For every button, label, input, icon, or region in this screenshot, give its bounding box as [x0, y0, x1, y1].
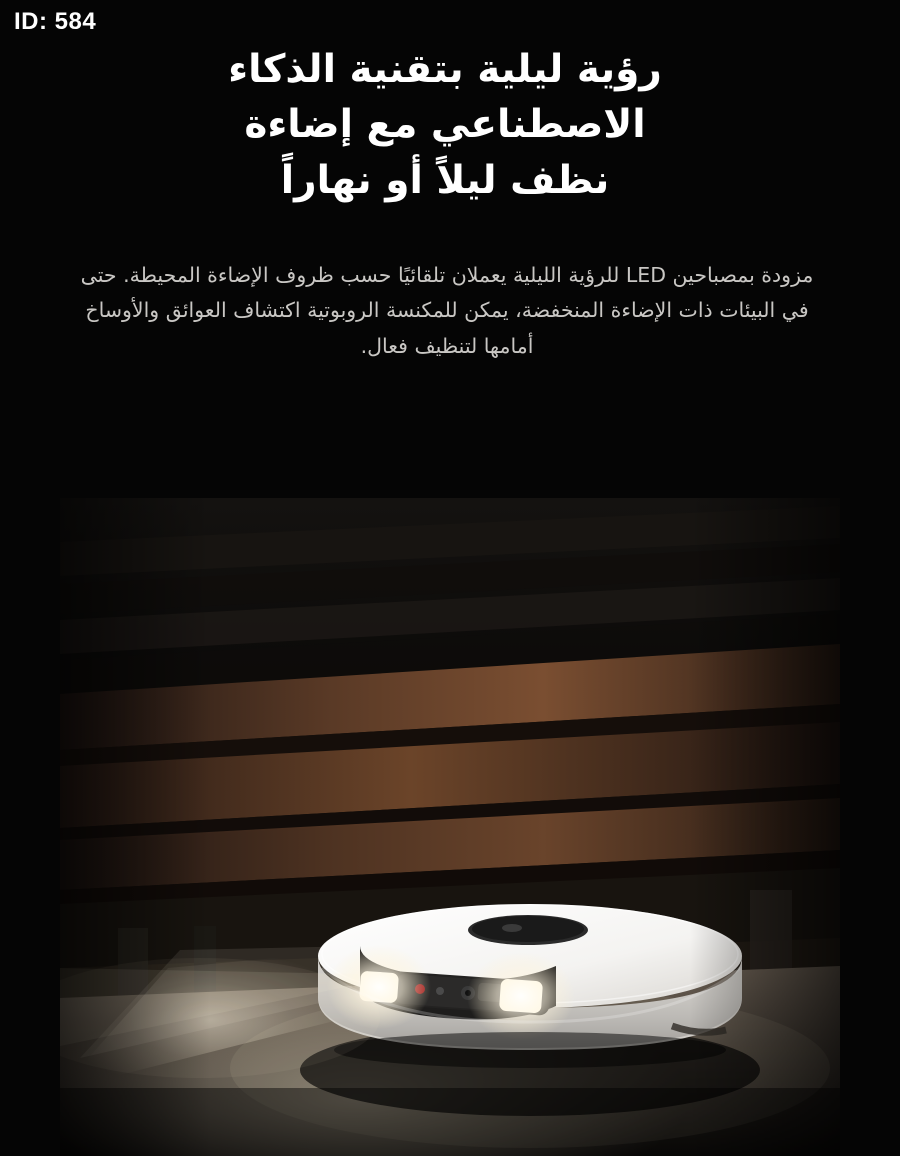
headline-block: [0, 42, 900, 208]
headline-line-1: رؤية ليلية بتقنية الذكاء: [228, 47, 662, 92]
page-title: [60, 42, 830, 208]
robot-vacuum: [318, 904, 742, 1068]
id-badge: ID: 584: [14, 8, 97, 35]
headline-line-3: نظف ليلاً أو نهاراً: [280, 157, 610, 203]
description-block: [0, 258, 900, 364]
hero-illustration: [60, 498, 840, 1156]
description-text: مزودة بمصباحين LED للرؤية الليلية يعملان تلقائيًا حسب ظروف الإضاءة المحيطة. حتى في البيئات ذات الإضاءة المنخفضة، يمكن للمكنسة الروبوتية اكتشاف العوائق والأوساخ أمامها لتنظيف فعال.: [80, 263, 814, 358]
headline-line-2: الاصطناعي مع إضاءة: [244, 102, 646, 148]
hero-image: [60, 498, 840, 1156]
